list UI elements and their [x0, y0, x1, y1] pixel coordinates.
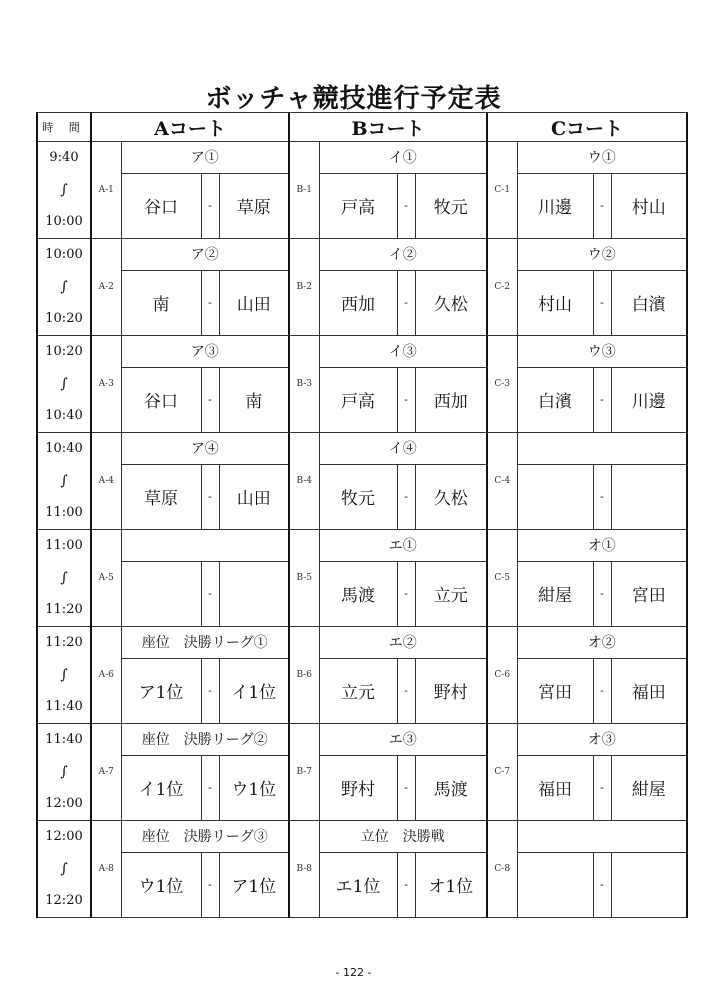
slot-label-row [37, 239, 687, 271]
schedule-body [37, 113, 687, 918]
versus-dash: - [593, 270, 611, 335]
player-1-c: 白濱 [517, 367, 593, 432]
match-label-a: 座位 決勝リーグ① [121, 627, 289, 659]
time-end: 11:00 [45, 505, 83, 520]
match-code-a: A-2 [91, 239, 121, 336]
time-separator: ∫ [60, 473, 68, 489]
slot-player-row [37, 367, 687, 432]
time-end: 10:40 [45, 408, 83, 423]
player-1-c: 紺屋 [517, 561, 593, 626]
versus-dash: - [201, 658, 219, 723]
time-separator: ∫ [60, 182, 68, 198]
match-label-a: ア① [121, 142, 289, 174]
slot-label-row [37, 530, 687, 562]
player-2-b: 牧元 [415, 173, 487, 238]
match-label-b: エ② [319, 627, 487, 659]
time-start: 11:20 [45, 635, 83, 650]
match-code-b: B-7 [289, 724, 319, 821]
player-1-b: 馬渡 [319, 561, 397, 626]
slot-player-row [37, 173, 687, 238]
match-label-a: ア② [121, 239, 289, 271]
player-2-a: 山田 [219, 464, 289, 529]
time-range [37, 724, 91, 821]
court-a-header: Aコート [91, 113, 289, 142]
time-header: 時 間 [37, 113, 91, 142]
slot-player-row [37, 561, 687, 626]
match-label-c: ウ② [517, 239, 687, 271]
player-2-a: 草原 [219, 173, 289, 238]
player-2-b: 野村 [415, 658, 487, 723]
player-2-a: 南 [219, 367, 289, 432]
player-2-c: 福田 [611, 658, 687, 723]
time-separator: ∫ [60, 376, 68, 392]
slot-label-row [37, 433, 687, 465]
schedule-table [36, 112, 688, 918]
time-end: 10:00 [45, 214, 83, 229]
slot-player-row [37, 852, 687, 917]
match-code-c: C-6 [487, 627, 517, 724]
versus-dash: - [593, 464, 611, 529]
player-2-a: ウ1位 [219, 755, 289, 820]
player-2-a: 山田 [219, 270, 289, 335]
player-1-c [517, 852, 593, 917]
slot-player-row [37, 755, 687, 820]
court-c-header: Cコート [487, 113, 687, 142]
player-1-b: 牧元 [319, 464, 397, 529]
player-1-a: ウ1位 [121, 852, 201, 917]
match-code-c: C-3 [487, 336, 517, 433]
time-range [37, 433, 91, 530]
slot-player-row [37, 270, 687, 335]
time-start: 9:40 [49, 150, 79, 165]
player-2-c [611, 464, 687, 529]
versus-dash: - [201, 270, 219, 335]
player-1-b: 戸高 [319, 173, 397, 238]
match-code-a: A-6 [91, 627, 121, 724]
versus-dash: - [593, 173, 611, 238]
match-label-c [517, 433, 687, 465]
slot-label-row [37, 142, 687, 174]
player-1-b: 立元 [319, 658, 397, 723]
player-1-c: 宮田 [517, 658, 593, 723]
player-1-a: 谷口 [121, 173, 201, 238]
match-label-b: 立位 決勝戦 [319, 821, 487, 853]
match-label-b: イ① [319, 142, 487, 174]
match-code-c: C-5 [487, 530, 517, 627]
player-1-b: エ1位 [319, 852, 397, 917]
match-label-b: エ① [319, 530, 487, 562]
match-label-a: 座位 決勝リーグ③ [121, 821, 289, 853]
player-1-c: 村山 [517, 270, 593, 335]
time-end: 11:20 [45, 602, 83, 617]
time-range [37, 627, 91, 724]
match-label-a: ア③ [121, 336, 289, 368]
match-code-b: B-2 [289, 239, 319, 336]
match-code-c: C-1 [487, 142, 517, 239]
slot-label-row [37, 724, 687, 756]
match-code-a: A-4 [91, 433, 121, 530]
time-range [37, 239, 91, 336]
header-row [37, 113, 687, 142]
versus-dash: - [593, 852, 611, 917]
slot-label-row [37, 336, 687, 368]
time-range [37, 336, 91, 433]
time-start: 10:40 [45, 441, 83, 456]
match-label-c: ウ① [517, 142, 687, 174]
time-separator: ∫ [60, 570, 68, 586]
page-title: ボッチャ競技進行予定表 [205, 84, 502, 114]
versus-dash: - [201, 561, 219, 626]
time-start: 12:00 [45, 829, 83, 844]
versus-dash: - [397, 173, 415, 238]
match-label-c: ウ③ [517, 336, 687, 368]
player-1-a: ア1位 [121, 658, 201, 723]
match-label-a [121, 530, 289, 562]
versus-dash: - [397, 367, 415, 432]
match-code-a: A-5 [91, 530, 121, 627]
slot-label-row [37, 821, 687, 853]
versus-dash: - [593, 658, 611, 723]
time-separator: ∫ [60, 764, 68, 780]
match-code-c: C-4 [487, 433, 517, 530]
match-label-c [517, 821, 687, 853]
slot-label-row [37, 627, 687, 659]
versus-dash: - [201, 464, 219, 529]
versus-dash: - [593, 367, 611, 432]
player-1-b: 戸高 [319, 367, 397, 432]
player-2-b: 久松 [415, 270, 487, 335]
time-start: 11:00 [45, 538, 83, 553]
match-label-c: オ② [517, 627, 687, 659]
versus-dash: - [593, 561, 611, 626]
versus-dash: - [397, 658, 415, 723]
player-1-c: 川邊 [517, 173, 593, 238]
player-2-c: 川邊 [611, 367, 687, 432]
player-1-a: 谷口 [121, 367, 201, 432]
player-2-c: 宮田 [611, 561, 687, 626]
player-2-a [219, 561, 289, 626]
player-1-a: イ1位 [121, 755, 201, 820]
time-range [37, 530, 91, 627]
player-1-a: 草原 [121, 464, 201, 529]
court-b-header: Bコート [289, 113, 487, 142]
time-range [37, 821, 91, 918]
match-label-c: オ③ [517, 724, 687, 756]
player-2-c: 村山 [611, 173, 687, 238]
player-2-b: 立元 [415, 561, 487, 626]
player-2-c: 紺屋 [611, 755, 687, 820]
player-2-b: オ1位 [415, 852, 487, 917]
page-number: - 122 - [335, 966, 372, 979]
match-code-b: B-8 [289, 821, 319, 918]
match-code-b: B-4 [289, 433, 319, 530]
versus-dash: - [201, 173, 219, 238]
player-2-c [611, 852, 687, 917]
time-separator: ∫ [60, 279, 68, 295]
versus-dash: - [593, 755, 611, 820]
match-code-b: B-6 [289, 627, 319, 724]
versus-dash: - [397, 755, 415, 820]
player-1-c [517, 464, 593, 529]
match-code-c: C-7 [487, 724, 517, 821]
match-code-a: A-7 [91, 724, 121, 821]
player-2-c: 白濱 [611, 270, 687, 335]
match-label-a: ア④ [121, 433, 289, 465]
player-2-b: 久松 [415, 464, 487, 529]
match-code-c: C-8 [487, 821, 517, 918]
time-start: 10:20 [45, 344, 83, 359]
time-separator: ∫ [60, 667, 68, 683]
match-code-b: B-1 [289, 142, 319, 239]
versus-dash: - [201, 367, 219, 432]
slot-player-row [37, 658, 687, 723]
player-1-b: 西加 [319, 270, 397, 335]
versus-dash: - [397, 561, 415, 626]
match-label-a: 座位 決勝リーグ② [121, 724, 289, 756]
player-2-a: イ1位 [219, 658, 289, 723]
match-label-b: イ② [319, 239, 487, 271]
time-end: 10:20 [45, 311, 83, 326]
match-label-c: オ① [517, 530, 687, 562]
versus-dash: - [201, 755, 219, 820]
match-code-b: B-5 [289, 530, 319, 627]
match-label-b: イ④ [319, 433, 487, 465]
time-start: 10:00 [45, 247, 83, 262]
match-code-a: A-1 [91, 142, 121, 239]
match-code-c: C-2 [487, 239, 517, 336]
match-code-b: B-3 [289, 336, 319, 433]
match-code-a: A-3 [91, 336, 121, 433]
versus-dash: - [397, 270, 415, 335]
player-1-a: 南 [121, 270, 201, 335]
match-label-b: エ③ [319, 724, 487, 756]
time-end: 11:40 [45, 699, 83, 714]
time-start: 11:40 [45, 732, 83, 747]
match-code-a: A-8 [91, 821, 121, 918]
player-1-c: 福田 [517, 755, 593, 820]
versus-dash: - [201, 852, 219, 917]
versus-dash: - [397, 852, 415, 917]
player-2-a: ア1位 [219, 852, 289, 917]
time-range [37, 142, 91, 239]
player-2-b: 馬渡 [415, 755, 487, 820]
versus-dash: - [397, 464, 415, 529]
player-1-a [121, 561, 201, 626]
time-end: 12:20 [45, 893, 83, 908]
time-end: 12:00 [45, 796, 83, 811]
time-separator: ∫ [60, 861, 68, 877]
match-label-b: イ③ [319, 336, 487, 368]
slot-player-row [37, 464, 687, 529]
player-1-b: 野村 [319, 755, 397, 820]
player-2-b: 西加 [415, 367, 487, 432]
